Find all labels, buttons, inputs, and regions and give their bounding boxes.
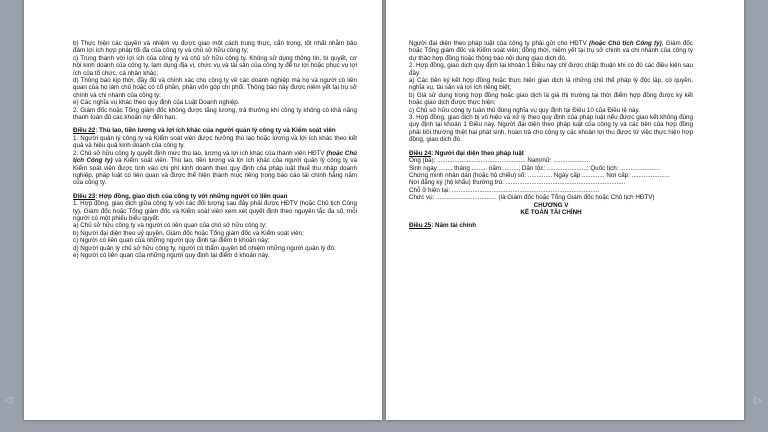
paragraph: d) Thông báo kịp thời, đầy đủ và chính xác cho công ty về các doanh nghiệp mà họ và người có liên quan của họ làm chủ hoặc có cổ phần, phần vốn góp chi phối. Thông báo này được niêm yết tại trụ sở chính và chi nhánh của công ty; xyxy=(73,77,357,99)
paragraph: 2. Giám đốc hoặc Tổng giám đốc không được tăng lương, trả thưởng khi công ty không có khả năng thanh toán đủ các khoản nợ đến hạn. xyxy=(73,106,357,122)
article-22-heading: Điều 22: Thù lao, tiền lương và lợi ích khác của người quản lý công ty và Kiểm soát viên xyxy=(73,127,336,135)
paragraph: e) Các nghĩa vụ khác theo quy định của Luật Doanh nghiệp. xyxy=(73,99,240,107)
article-25-heading: Điều 25: Năm tài chính xyxy=(409,222,477,230)
paragraph: 2. Hợp đồng, giao dịch quy định tại khoản 1 Điều này chỉ được chấp thuận khi có đủ các điều kiện sau đây: xyxy=(409,62,693,77)
paragraph: 1. Hợp đồng, giao dịch giữa công ty với các đối tượng sau đây phải được HĐTV (hoặc Chủ tịch Công ty), Giám đốc hoặc Tổng giám đốc và Kiểm soát viên xem xét quyết định theo nguyên tắc đa số, mỗi người có một phiếu biểu quyết: xyxy=(73,200,357,222)
paragraph: b) Giá sử dụng trong hợp đồng hoặc giao dịch là giá thị trường tại thời điểm hợp đồng được ký kết hoặc giao dịch được thực hiện; xyxy=(409,91,693,107)
chapter-number: CHƯƠNG V xyxy=(533,201,569,209)
form-line: Chứng minh nhân dân (hoặc hộ chiếu) số: .............. Ngày cấp ............. Nơi cấp: ...................... xyxy=(409,171,670,179)
paragraph: 1. Người quản lý công ty và Kiểm soát viên được hưởng thù lao hoặc lương và lợi ích khác theo kết quả và hiệu quả kinh doanh của công ty. xyxy=(73,134,357,150)
paragraph: b) Thực hiện các quyền và nhiệm vụ được giao một cách trung thực, cẩn trọng, tốt nhất nhằm bảo đảm lợi ích hợp pháp tối đa của công ty và chủ sở hữu công ty; xyxy=(73,40,357,55)
page-left-arrow-icon[interactable]: ◁ xyxy=(5,395,13,406)
paragraph: c) Chủ sở hữu công ty tuân thủ đúng nghĩa vụ quy định tại Điều 10 của Điều lệ này. xyxy=(409,106,640,114)
article-23-heading: Điều 23: Hợp đồng, giao dịch của công ty với những người có liên quan xyxy=(73,192,288,200)
paragraph: c) Người có liên quan của những người quy định tại điểm b khoản này; xyxy=(73,237,270,245)
text-run: , Giám đốc hoặc Tổng giám đốc và Kiểm soát viên; đồng thời, niêm yết tại trụ sở chính và chi nhánh của công ty dự thảo hợp đồng hoặc thông báo nội dung giao dịch đó. xyxy=(409,40,694,62)
paragraph: b) Người đại diện theo uỷ quyền, Giám đốc hoặc Tổng giám đốc và Kiểm soát viên; xyxy=(73,229,304,237)
page-left-body xyxy=(73,40,357,259)
paragraph: e) Người có liên quan của những người quy định tại điểm d khoản này. xyxy=(73,251,270,259)
paragraph: a) Chủ sở hữu công ty và người có liên quan của chủ sở hữu công ty; xyxy=(73,222,267,230)
document-page-left xyxy=(24,0,382,420)
form-line: Sinh ngày ........ tháng ......... năm .........; Dân tộc: .......................; Quốc tịch: ....................... xyxy=(409,164,661,172)
article-24-heading: Điều 24: Người đại diện theo pháp luật xyxy=(409,149,524,157)
page-right-arrow-icon[interactable]: ▷ xyxy=(754,395,762,406)
page-right-body xyxy=(409,40,693,230)
text-run: và Kiểm soát viên. Thù lao, tiền lương và lợi ích khác của người quản lý công ty và Kiểm soát viên được tính vào chi phí kinh doanh theo quy định của pháp luật thuế thu nhập doanh nghiệp, pháp luật có liên quan và được thể hiện thành mục riêng trong báo cáo tài chính hằng năm của công ty. xyxy=(73,157,357,187)
text-run: Người đại diện theo pháp luật của công ty phải gửi cho HĐTV xyxy=(409,40,590,47)
paragraph: c) Trung thành với lợi ích của công ty và chủ sở hữu công ty. Không sử dụng thông tin, bí quyết, cơ hội kinh doanh của công ty, lạm dụng địa vị, chức vụ và tài sản của công ty để tư lợi hoặc phục vụ lợi ích của tổ chức, cá nhân khác; xyxy=(73,54,357,77)
paragraph: d) Người quản lý chủ sở hữu công ty, người có thẩm quyền bổ nhiệm những người quản lý đó; xyxy=(73,244,336,252)
paragraph: 3. Hợp đồng, giao dịch bị vô hiệu và xử lý theo quy định của pháp luật nếu được giao kết không đúng quy định tại khoản 1 Điều này. Người đại diện theo pháp luật của công ty và các bên của hợp đồng phải bồi thường thiệt hại phát sinh, hoàn trả cho công ty các khoản lợi thu được từ việc thực hiện hợp đồng, giao dịch đó. xyxy=(409,114,693,144)
form-line: Chỗ ở hiện tại: ..................................................................................... xyxy=(409,186,600,194)
paragraph xyxy=(409,40,693,62)
form-line: Chức vụ: ................................... (là Giám đốc hoặc Tổng Giám đốc hoặc Chủ tịch HĐTV) xyxy=(409,194,655,202)
document-page-right xyxy=(386,0,744,420)
form-line: Nơi đăng ký (hộ khẩu) thường trú: ..................................................................... xyxy=(409,179,626,187)
form-line: Ông (bà): ................................................... Nam/nữ: ..................... xyxy=(409,157,590,165)
text-run: 2. Chủ sở hữu công ty quyết định mức thù lao, lương và lợi ích khác của thành viên HĐTV xyxy=(73,149,327,157)
text-run-italic: (hoặc Chủ tịch Công ty) xyxy=(589,40,662,47)
paragraph xyxy=(73,150,357,187)
chapter-title: KẾ TOÁN TÀI CHÍNH xyxy=(520,208,582,216)
paragraph: a) Các bên ký kết hợp đồng hoặc thực hiện giao dịch là những chủ thể pháp lý độc lập, có quyền, nghĩa vụ, tài sản và lợi ích riêng biệt; xyxy=(409,77,693,92)
text-run-italic: (hoặc Chủ tịch Công ty) xyxy=(73,149,357,165)
